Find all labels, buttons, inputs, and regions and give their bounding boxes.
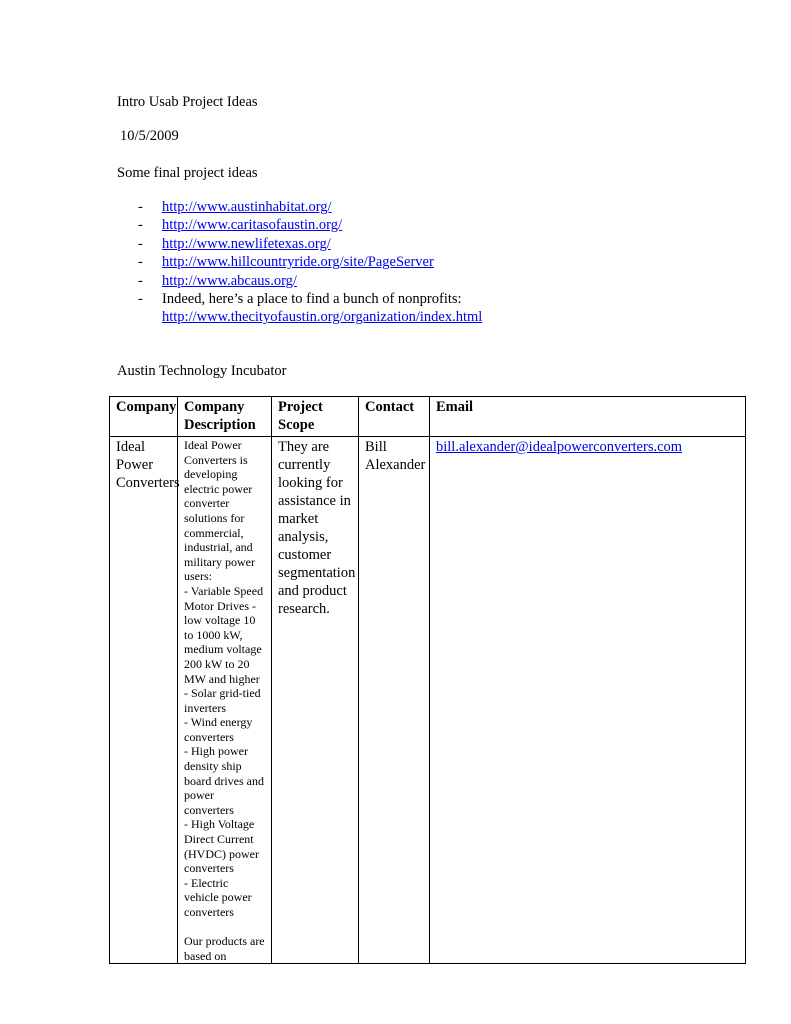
document-title: Intro Usab Project Ideas xyxy=(117,94,258,110)
list-item xyxy=(117,272,717,290)
incubator-table xyxy=(109,396,746,964)
cell-description: Ideal Power Converters is developing electric power converter solutions for commercial, industrial, and military power users: - Variable Speed Motor Drives - low voltage 10 to 1000 kW, medium voltage 200 kW to 20 MW and higher - Solar grid-tied inverters - Wind energy converters - High power density ship board drives and power converters - High Voltage Direct Current (HVDC) power converters - Electric vehicle power converters Our products are based on xyxy=(178,437,272,964)
table-header-row xyxy=(110,397,746,437)
link-austinhabitat[interactable]: http://www.austinhabitat.org/ xyxy=(162,199,332,215)
link-abcaus[interactable]: http://www.abcaus.org/ xyxy=(162,272,297,289)
cell-company: Ideal Power Converters xyxy=(110,437,178,964)
list-item xyxy=(117,235,717,253)
cell-contact: Bill Alexander xyxy=(359,437,430,964)
link-caritasofaustin[interactable]: http://www.caritasofaustin.org/ xyxy=(162,217,343,234)
link-hillcountryride[interactable]: http://www.hillcountryride.org/site/PageServer xyxy=(162,254,434,271)
cell-email xyxy=(430,437,746,964)
list-item xyxy=(117,198,717,216)
column-header-company: Company xyxy=(110,397,178,437)
column-header-description: Company Description xyxy=(178,397,272,437)
column-header-email: Email xyxy=(430,397,746,437)
email-link[interactable]: bill.alexander@idealpowerconverters.com xyxy=(436,439,683,455)
list-bullet: - xyxy=(138,199,143,215)
list-item xyxy=(117,216,717,234)
project-links-list xyxy=(117,198,717,327)
list-bullet: - xyxy=(138,291,143,308)
list-item xyxy=(117,290,717,327)
cell-scope: They are currently looking for assistance in market analysis, customer segmentation and product research. xyxy=(272,437,359,964)
link-thecityofaustin[interactable]: http://www.thecityofaustin.org/organization/index.html xyxy=(162,309,483,326)
list-bullet: - xyxy=(138,235,143,252)
section-title: Austin Technology Incubator xyxy=(117,363,287,379)
list-item xyxy=(117,253,717,271)
link-newlifetexas[interactable]: http://www.newlifetexas.org/ xyxy=(162,235,331,252)
list-bullet: - xyxy=(138,217,143,234)
intro-text: Some final project ideas xyxy=(117,165,258,181)
nonprofits-text: Indeed, here’s a place to find a bunch of nonprofits: xyxy=(162,291,462,308)
list-bullet: - xyxy=(138,272,143,289)
column-header-scope: Project Scope xyxy=(272,397,359,437)
column-header-contact: Contact xyxy=(359,397,430,437)
document-date: 10/5/2009 xyxy=(120,128,179,144)
list-bullet: - xyxy=(138,254,143,271)
table-row xyxy=(110,437,746,964)
